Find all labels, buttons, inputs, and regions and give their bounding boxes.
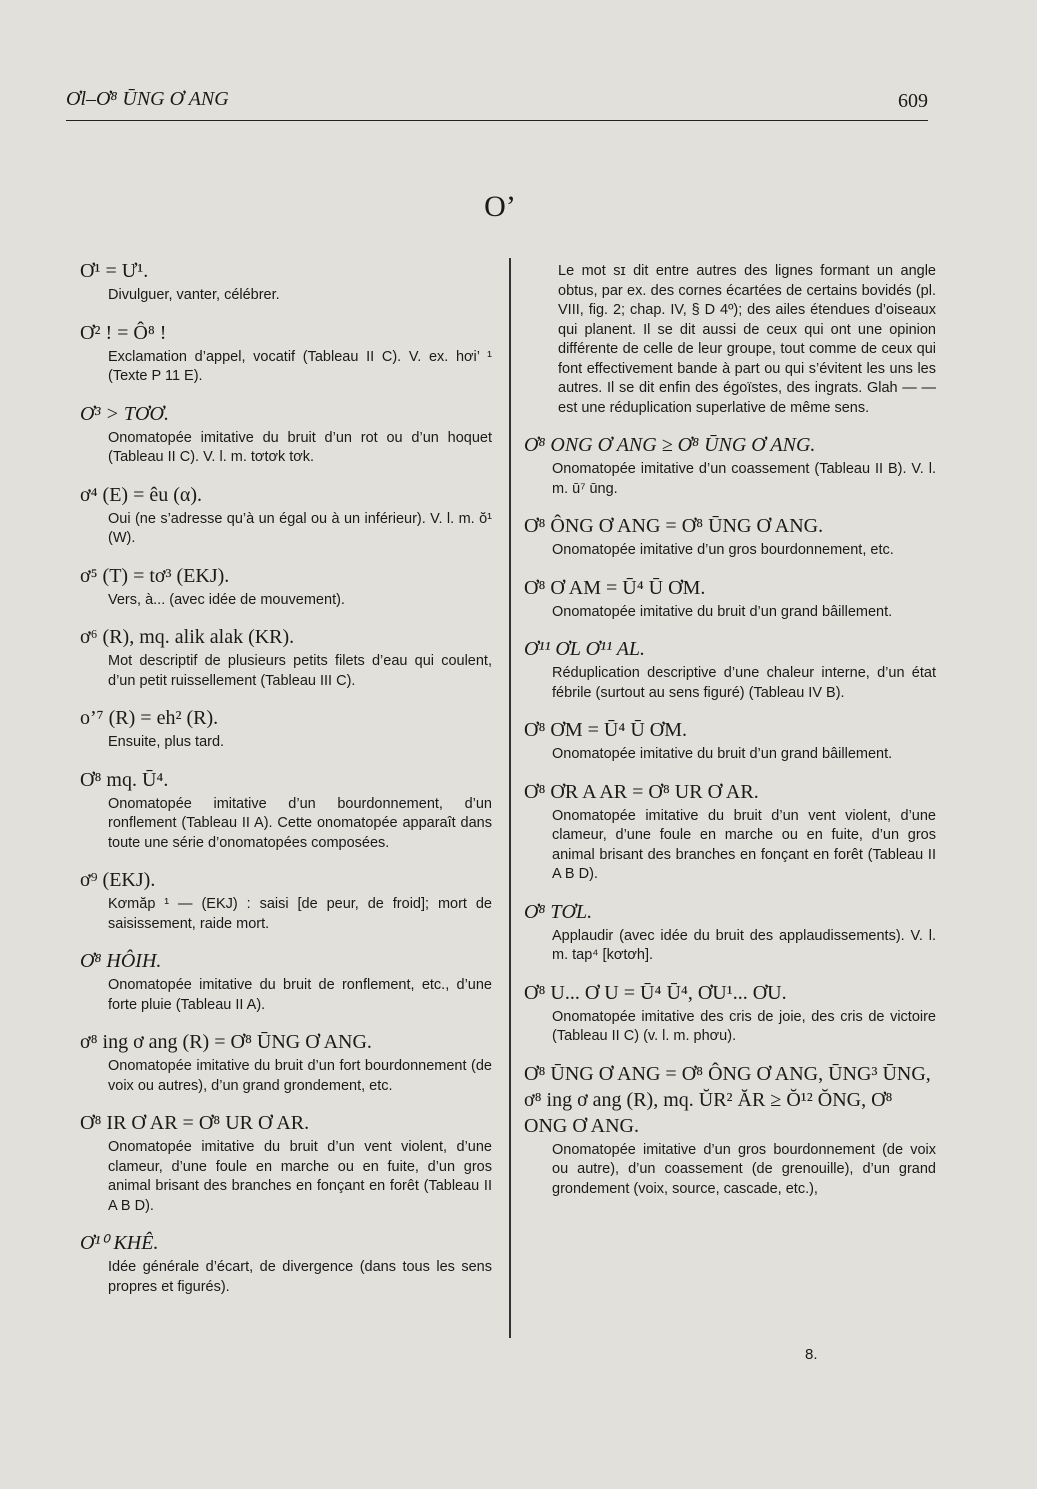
entry-definition: Oui (ne s’adresse qu’à un égal ou à un inférieur). V. l. m. ŏ¹ (W). <box>108 510 492 546</box>
running-head <box>66 86 928 121</box>
dictionary-entry <box>524 575 936 623</box>
dictionary-entry <box>524 899 936 966</box>
entry-definition: Exclamation d’appel, vocatif (Tableau II C). V. ex. hơi’ ¹ (Texte P 11 E). <box>108 348 492 384</box>
dictionary-entry <box>524 779 936 885</box>
dictionary-entry <box>80 948 492 1015</box>
dictionary-entry <box>80 320 492 387</box>
entry-headword: ơ⁸ ing ơ ang (R) = Ơ⁸ ŪNG Ơ ANG. <box>80 1031 372 1053</box>
continuation-paragraph: Le mot sɪ dit entre autres des lignes formant un angle obtus, par ex. des cornes écartées de certains bovidés (pl. VIII, fig. 2; chap. IV, § D 4º); des ailes étendues d’oiseaux qui planent. Il se dit aussi de ceux qui ont une opinion différente de celle de leur groupe, tout comme de ceux qui font effectivement bande à part ou qui s’évitent les uns les autres. Il se dit enfin des égoïstes, des ingrats. Glah — — est une réduplication superlative de même sens. <box>558 263 936 416</box>
entry-headword: Ơ⁸ ƠM = Ū⁴ Ū ƠM. <box>524 719 688 741</box>
entry-definition: Applaudir (avec idée du bruit des applaudissements). V. l. m. tap⁴ [kơtơh]. <box>552 927 936 963</box>
dictionary-entry <box>80 258 492 306</box>
dictionary-entry <box>524 432 936 499</box>
entry-headword: o’⁷ (R) = eh² (R). <box>80 707 219 729</box>
dictionary-entry <box>524 980 936 1047</box>
entry-definition: Onomatopée imitative du bruit d’un fort bourdonnement (de voix ou autres), d’un grand grondement, etc. <box>108 1058 492 1094</box>
entry-headword: Ơ³ > TƠƠ. <box>80 402 169 425</box>
dictionary-entry <box>80 1029 492 1096</box>
entry-headword: Ơ⁸ ONG Ơ ANG ≥ Ơ⁸ ŪNG Ơ ANG. <box>524 434 816 456</box>
dictionary-entry <box>80 767 492 854</box>
dictionary-entry <box>524 636 936 703</box>
entry-definition: Onomatopée imitative du bruit d’un grand bâillement. <box>552 603 893 620</box>
entry-headword: Ơ⁸ mq. Ū⁴. <box>80 768 169 791</box>
entry-definition: Onomatopée imitative du bruit d’un rot ou d’un hoquet (Tableau II C). V. l. m. tơtơk tơk. <box>108 429 492 465</box>
entry-headword: Ơ⁸ TƠL. <box>524 900 593 923</box>
dictionary-entry <box>524 513 936 561</box>
entry-headword: Ơ¹¹ ƠL Ơ¹¹ AL. <box>524 638 646 660</box>
entry-headword: Ơ⁸ IR Ơ AR = Ơ⁸ UR Ơ AR. <box>80 1112 310 1134</box>
entry-headword: Ơ⁸ ŪNG Ơ ANG = Ơ⁸ ÔNG Ơ ANG, ŪNG³ ŪNG, ơ⁸ ing ơ ang (R), mq. ŬR² ĂR ≥ Ŏ¹² ŎNG, Ơ⁸ ONG Ơ ANG. <box>524 1062 931 1137</box>
entry-definition: Kơmăp ¹ — (EKJ) : saisi [de peur, de froid]; mort de saisissement, raide mort. <box>108 896 492 932</box>
entry-headword: ơ⁴ (E) = êu (α). <box>80 483 203 506</box>
right-column <box>524 262 936 1213</box>
dictionary-entry <box>80 705 492 753</box>
dictionary-entry <box>80 867 492 934</box>
entry-headword: Ơ² ! = Ô⁸ ! <box>80 321 167 344</box>
page-number: 609 <box>898 90 928 112</box>
entry-definition: Onomatopée imitative du bruit de ronflement, etc., d’une forte pluie (Tableau II A). <box>108 977 492 1013</box>
entry-definition: Onomatopée imitative d’un coassement (Tableau II B). V. l. m. ū⁷ ūng. <box>552 461 936 497</box>
entry-headword: Ơ⁸ HÔIH. <box>80 950 162 972</box>
entry-headword: Ơ⁸ Ơ AM = Ū⁴ Ū ƠM. <box>524 576 706 599</box>
dictionary-entry <box>524 1061 936 1200</box>
entry-definition: Ensuite, plus tard. <box>108 734 225 750</box>
entry-definition: Onomatopée imitative des cris de joie, des cris de victoire (Tableau II C) (v. l. m. phơu). <box>552 1008 936 1044</box>
entry-definition: Vers, à... (avec idée de mouvement). <box>108 591 345 608</box>
entry-definition: Mot descriptif de plusieurs petits filets d’eau qui coulent, d’un petit ruissellement (Tableau III C). <box>108 653 492 689</box>
entry-headword: Ơ¹ = Ư¹. <box>80 260 149 282</box>
running-head-title: ƠƖ–Ơ⁸ ŪNG Ơ ANG <box>66 88 229 110</box>
section-letter: O’ <box>484 190 516 223</box>
entry-definition: Onomatopée imitative d’un bourdonnement, d’un ronflement (Tableau II A). Cette onomatopée apparaît dans toute une série d’onomatopées composées. <box>108 795 492 851</box>
dictionary-entry <box>80 401 492 468</box>
entry-definition: Onomatopée imitative du bruit d’un vent violent, d’une clameur, d’une foule en marche ou en fuite, d’un gros animal brisant des branches en fonçant en forêt (Tableau II A B D). <box>108 1139 492 1214</box>
signature-mark: 8. <box>805 1346 818 1363</box>
dictionary-entry <box>80 1230 492 1297</box>
dictionary-entry <box>80 1110 492 1216</box>
column-divider <box>509 258 511 1338</box>
entry-headword: ơ⁹ (EKJ). <box>80 869 156 891</box>
entry-definition: Idée générale d’écart, de divergence (dans tous les sens propres et figurés). <box>108 1259 492 1295</box>
entry-headword: Ơ⁸ ÔNG Ơ ANG = Ơ⁸ ŪNG Ơ ANG. <box>524 515 824 537</box>
entry-headword: ơ⁵ (T) = tơ³ (EKJ). <box>80 564 230 587</box>
dictionary-entry <box>80 563 492 611</box>
entry-definition: Onomatopée imitative d’un gros bourdonnement (de voix ou autre), d’un coassement (de grenouille), d’un grand grondement (voix, source, cascade, etc.), <box>552 1141 936 1197</box>
entry-definition: Onomatopée imitative d’un gros bourdonnement, etc. <box>552 542 894 558</box>
entry-headword: Ơ⁸ ƠR A AR = Ơ⁸ UR Ơ AR. <box>524 780 759 803</box>
entry-headword: ơ⁶ (R), mq. alik alak (KR). <box>80 626 295 648</box>
entry-definition: Onomatopée imitative du bruit d’un vent violent, d’une clameur, d’une foule en marche ou en fuite, d’un gros animal brisant des branches en fonçant en forêt (Tableau II A B D). <box>552 807 936 882</box>
left-column <box>80 258 492 1311</box>
dictionary-entry <box>80 624 492 691</box>
entry-definition: Onomatopée imitative du bruit d’un grand bâillement. <box>552 746 893 762</box>
dictionary-entry <box>524 717 936 765</box>
entry-definition: Divulguer, vanter, célébrer. <box>108 287 280 303</box>
entry-headword: Ơ¹⁰ KHÊ. <box>80 1232 159 1254</box>
dictionary-entry <box>80 482 492 549</box>
entry-headword: Ơ⁸ U... Ơ U = Ū⁴ Ū⁴, ƠU¹... ƠU. <box>524 981 787 1004</box>
entry-definition: Réduplication descriptive d’une chaleur interne, d’un état fébrile (surtout au sens figuré) (Tableau IV B). <box>552 665 936 701</box>
